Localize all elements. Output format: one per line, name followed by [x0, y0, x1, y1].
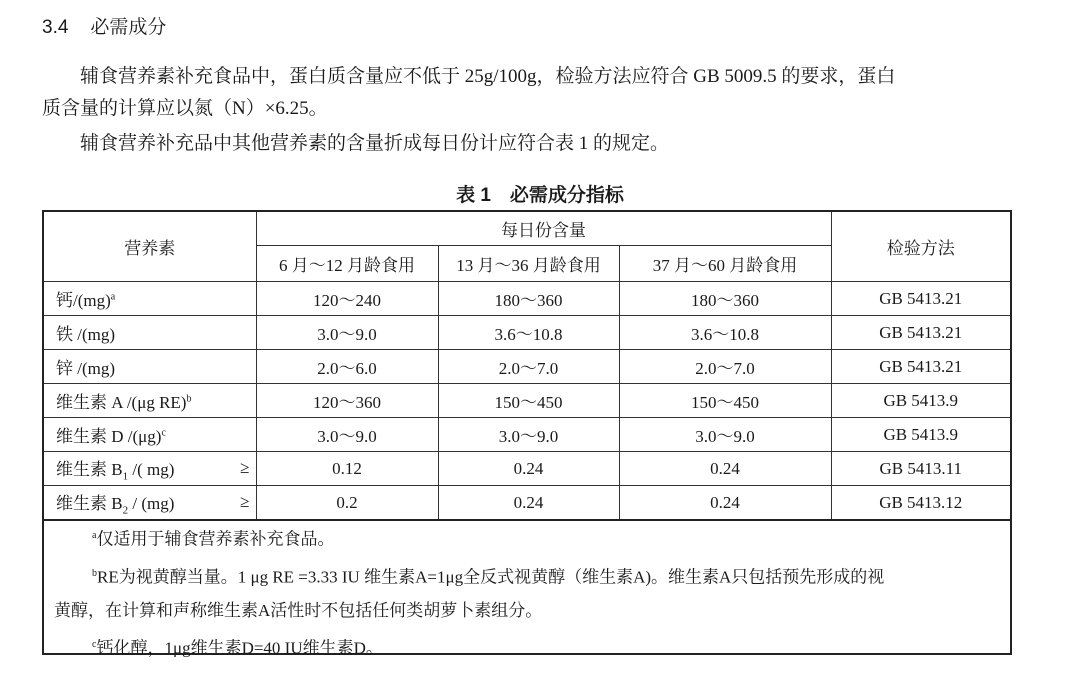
nutrient-name: 铁 /(mg): [43, 316, 256, 350]
value-cell: 0.24: [438, 486, 619, 521]
method-cell: GB 5413.21: [831, 316, 1011, 350]
value-cell: 3.0～9.0: [438, 418, 619, 452]
method-cell: GB 5413.9: [831, 418, 1011, 452]
method-cell: GB 5413.9: [831, 384, 1011, 418]
table-row: [43, 316, 1011, 350]
table-row: [43, 384, 1011, 418]
method-cell: GB 5413.21: [831, 350, 1011, 384]
value-cell: 0.12: [256, 452, 438, 486]
value-cell: 2.0～7.0: [438, 350, 619, 384]
table-row: [43, 418, 1011, 452]
nutrient-name: 维生素 $B_2 / (mg)$ ≥: [43, 486, 256, 521]
method-cell: GB 5413.12: [831, 486, 1011, 521]
header-nutrient: 营养素: [43, 211, 256, 282]
paragraph-2: 辅食营养补充品中其他营养素的含量折成每日份计应符合表 1 的规定。: [80, 133, 670, 154]
nutrient-table: [42, 210, 1012, 521]
nutrient-name: 维生素 D $/(\mu g)^c$: [43, 418, 256, 452]
value-cell: 3.6～10.8: [619, 316, 831, 350]
header-method: 检验方法: [831, 211, 1011, 282]
header-age-3: 37 月～60 月龄食用: [619, 246, 831, 282]
footnote-b: $^b$RE为视黄醇当量。1 μg RE =3.33 IU 维生素A=1μg全反式视黄醇（维生素A)。维生素A只包括预先形成的视: [92, 567, 885, 587]
table-row: [43, 452, 1011, 486]
nutrient-name: 锌 /(mg): [43, 350, 256, 384]
value-cell: 0.2: [256, 486, 438, 521]
value-cell: 0.24: [619, 486, 831, 521]
footnotes: [42, 517, 1012, 658]
table-row: [43, 282, 1011, 316]
value-cell: 120～240: [256, 282, 438, 316]
method-cell: GB 5413.11: [831, 452, 1011, 486]
value-cell: 3.6～10.8: [438, 316, 619, 350]
header-daily: 每日份含量: [256, 211, 831, 246]
value-cell: 150～450: [438, 384, 619, 418]
header-age-2: 13 月～36 月龄食用: [438, 246, 619, 282]
table-row: [43, 486, 1011, 521]
table-title: 表 1 必需成分指标: [456, 185, 624, 206]
value-cell: 0.24: [619, 452, 831, 486]
ge-symbol: ≥: [240, 458, 250, 477]
method-cell: GB 5413.21: [831, 282, 1011, 316]
value-cell: 2.0～6.0: [256, 350, 438, 384]
value-cell: 3.0～9.0: [256, 418, 438, 452]
ge-symbol: ≥: [240, 492, 250, 511]
value-cell: 180～360: [438, 282, 619, 316]
paragraph-1: 辅食营养素补充食品中，蛋白质含量应不低于 25g/100g，检验方法应符合 GB 5009.5 的要求，蛋白: [80, 66, 896, 87]
value-cell: 3.0～9.0: [619, 418, 831, 452]
table-row: [43, 350, 1011, 384]
value-cell: 150～450: [619, 384, 831, 418]
footnote-c: $^c$钙化醇，1μg维生素D=40 IU维生素D。: [92, 638, 383, 658]
footnote-a: $^a$仅适用于辅食营养素补充食品。: [92, 529, 335, 549]
paragraph-1-cont: 质含量的计算应以氮（N）×6.25。: [42, 98, 328, 119]
value-cell: 0.24: [438, 452, 619, 486]
footnote-b-cont: 黄醇，在计算和声称维生素A活性时不包括任何类胡萝卜素组分。: [54, 601, 543, 621]
value-cell: 2.0～7.0: [619, 350, 831, 384]
nutrient-name: 维生素 A /(μg RE)$^b$: [43, 384, 256, 418]
nutrient-name: 钙/(mg)$^a$: [43, 282, 256, 316]
section-heading: 3.4 必需成分: [42, 17, 167, 38]
header-age-1: 6 月～12 月龄食用: [256, 246, 438, 282]
value-cell: 180～360: [619, 282, 831, 316]
value-cell: 3.0～9.0: [256, 316, 438, 350]
nutrient-name: 维生素 $B_1$ /( mg) ≥: [43, 452, 256, 486]
value-cell: 120～360: [256, 384, 438, 418]
